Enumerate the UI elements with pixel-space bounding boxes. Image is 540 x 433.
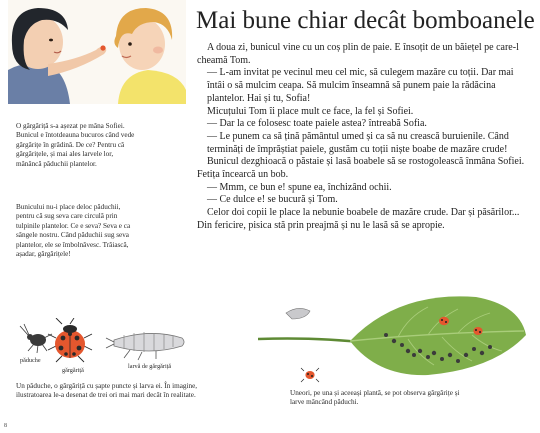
page-title: Mai bune chiar decât bomboanele xyxy=(196,7,535,34)
larva-label: larvă de gărgăriță xyxy=(128,363,172,370)
children-illustration xyxy=(8,0,186,104)
story-paragraph: Micuțului Tom îi place mult ce face, la fel și Sofiei. xyxy=(207,105,414,117)
leaf-icon xyxy=(350,296,526,375)
ladybug-label: gărgăriță xyxy=(62,367,84,374)
leaf-with-insects-illustration xyxy=(258,291,530,383)
page-number: 8 xyxy=(4,423,7,429)
story-paragraph: — Ce dulce e! se bucură și Tom. xyxy=(207,194,338,206)
insects-caption: Un păduche, o gărgăriță cu șapte puncte și larva ei. În imagine, ilustratoarea le-a desenat de trei ori mai mari decât în realitate. xyxy=(16,382,198,400)
leaf-caption: Uneori, pe una și aceeași plantă, se pot observa gărgărițe și larve mâncând păduchi. xyxy=(290,389,460,407)
insects-illustration xyxy=(10,318,200,388)
story-paragraph: — Dar la ce folosesc toate paiele astea? întreabă Sofia. xyxy=(207,118,427,130)
aphid-icon xyxy=(20,324,52,353)
ladybug-on-hand-icon xyxy=(100,45,105,50)
larva-on-leaf-icon xyxy=(286,308,310,319)
story-paragraph: Bunicul dezghioacă o păstaie și lasă boabele să se rostogolească înmâna Sofiei. Fetița încearcă un bob. xyxy=(197,156,525,181)
aphid-label: păduche xyxy=(20,357,41,364)
story-paragraph: — L-am invitat pe vecinul meu cel mic, să culegem mazăre cu toții. Dar mai întâi o să mulcim ceapa. Să mulcim înseamnă să punem paie la rădăcina plantelor. Hai și tu, Sofia! xyxy=(207,67,514,104)
ladybug-icon xyxy=(48,318,92,362)
story-paragraph: — Le punem ca să țină pământul umed și ca să nu crească buruienile. Când terminăți de împrăștiat paiele, gustăm cu toții niște boabe de mazăre crude! xyxy=(207,130,509,155)
sidebar-note-aphids: Bunicului nu-i place deloc păduchii, pentru că sug seva care circulă prin tulpinile plantelor. Ce e seva? Seva e ca sângele nostru. Când păduchii sug seva plantelor, ele se îmbolnăvesc. Trăiască, așadar, gărgărițele! xyxy=(16,203,131,259)
story-paragraph: Celor doi copii le place la nebunie boabele de mazăre crude. Dar și păsărilor... Din fericire, pisica stă prin preajmă și nu le lasă să se apropie. xyxy=(197,207,520,231)
story-text xyxy=(197,42,530,233)
sidebar-note-ladybugs: O gărgăriță s-a așezat pe mâna Sofiei. Bunicul e întotdeauna bucuros când vede gărgărițe în grădină. De ce? Pentru că gărgărițele, și mai ales larvele lor, mănâncă păduchii plantelor. xyxy=(16,122,135,168)
story-paragraph: — Mmm, ce bun e! spune ea, închizând ochii. xyxy=(207,181,392,193)
story-paragraph: A doua zi, bunicul vine cu un coș plin de paie. E însoțit de un băiețel pe care-l cheamă Tom. xyxy=(197,42,519,66)
ladybug-larva-icon xyxy=(106,332,184,360)
